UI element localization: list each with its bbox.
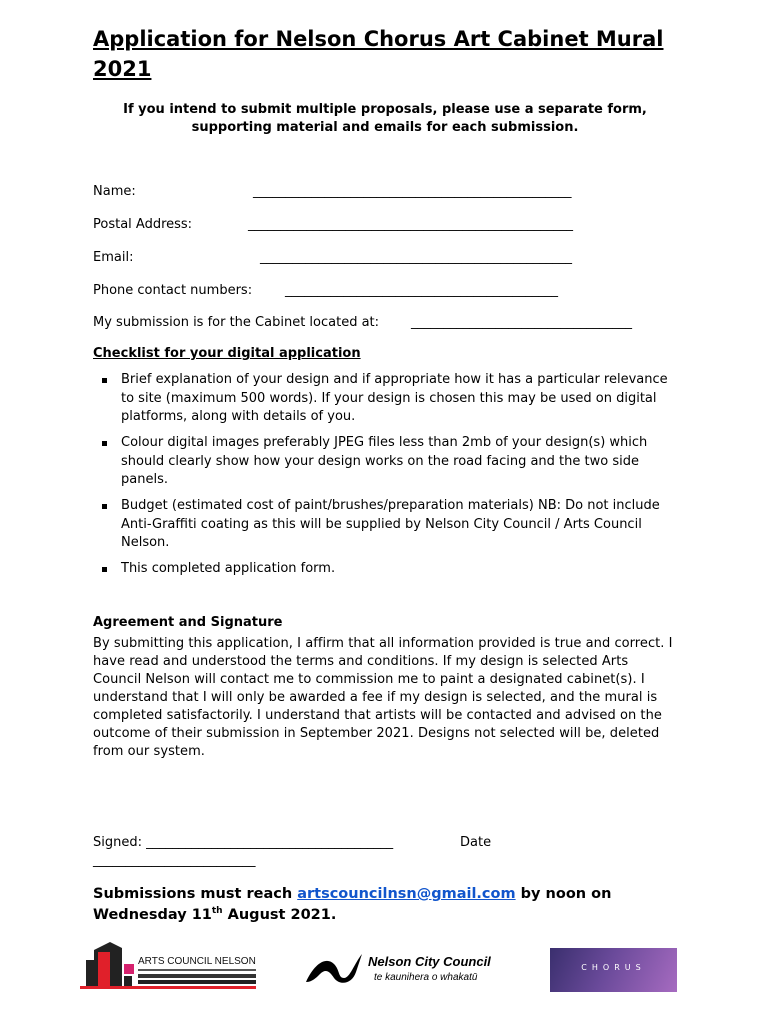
date-ordinal-suffix: th <box>211 906 223 916</box>
name-label: Name: <box>93 184 136 199</box>
checklist-heading: Checklist for your digital application <box>93 346 361 361</box>
bullet-icon <box>102 378 107 383</box>
submission-deadline <box>93 884 683 926</box>
date-line[interactable]: _________________________ <box>93 853 256 868</box>
checklist <box>93 371 683 586</box>
checklist-item-text: Budget (estimated cost of paint/brushes/preparation materials) NB: Do not include Anti-Graffiti coating as this will be supplied by Nelson City Council / Arts Council Nelson. <box>121 498 660 550</box>
ncc-name: Nelson City Council <box>368 954 491 969</box>
agreement-text: By submitting this application, I affirm that all information provided is true and correct. I have read and understood the terms and conditions. If my design is selected Arts Council Nelson will contact me to commission me to paint a designated cabinet(s). I understand that I will only be awarded a fee if my design is selected, and the mural is completed satisfactorily. I understand that artists will be contacted and advised on the outcome of their submission in September 2021. Designs not selected will be, deleted from our system. <box>93 636 673 759</box>
arts-council-nelson-logo <box>80 940 260 990</box>
name-line[interactable]: _________________________________________________ <box>253 184 572 199</box>
email-label: Email: <box>93 250 134 265</box>
intro-note: If you intend to submit multiple proposals, please use a separate form, supporting material and emails for each submission. <box>123 102 647 135</box>
chorus-wordmark: CHORUS <box>581 963 646 972</box>
submission-suffix: by noon on Wednesday 11 <box>93 886 612 923</box>
email-field[interactable] <box>93 249 613 266</box>
checklist-item-text: This completed application form. <box>121 561 336 576</box>
phone-field[interactable] <box>93 282 613 299</box>
checklist-item-text: Brief explanation of your design and if appropriate how it has a particular relevance to site (maximum 500 words). If your design is chosen this may be used on digital platforms, along with details of you. <box>121 372 668 424</box>
nelson-city-council-logo <box>304 948 504 988</box>
arts-council-nelson-wordmark: ARTS COUNCIL NELSON <box>138 956 256 967</box>
submission-end: August 2021. <box>222 907 337 923</box>
cabinet-location-field[interactable] <box>93 314 683 331</box>
signature-line[interactable]: Signed: ______________________________________ <box>93 835 394 850</box>
form-title: Application for Nelson Chorus Art Cabinet Mural 2021 <box>93 27 664 81</box>
checklist-item <box>93 560 683 579</box>
checklist-item <box>93 434 683 490</box>
bullet-icon <box>102 567 107 572</box>
date-label: Date <box>460 835 492 850</box>
chorus-logo <box>550 948 677 992</box>
checklist-item-text: Colour digital images preferably JPEG files less than 2mb of your design(s) which should clearly show how your design works on the road facing and the two side panels. <box>121 435 648 487</box>
cabinet-location-label: My submission is for the Cabinet located at: <box>93 315 380 330</box>
postal-address-label: Postal Address: <box>93 217 193 232</box>
postal-address-field[interactable] <box>93 216 613 233</box>
ncc-maori-name: te kaunihera o whakatū <box>374 972 478 983</box>
postal-address-line[interactable]: __________________________________________________ <box>248 217 573 232</box>
submission-email-link[interactable]: artscouncilnsn@gmail.com <box>297 886 516 902</box>
phone-label: Phone contact numbers: <box>93 283 253 298</box>
bullet-icon <box>102 441 107 446</box>
checklist-item <box>93 371 683 427</box>
cabinet-location-line[interactable]: __________________________________ <box>411 315 632 330</box>
checklist-item <box>93 497 683 553</box>
submission-prefix: Submissions must reach <box>93 886 298 902</box>
name-field[interactable] <box>93 183 613 200</box>
agreement-heading: Agreement and Signature <box>93 615 283 630</box>
bullet-icon <box>102 504 107 509</box>
phone-line[interactable]: __________________________________________ <box>285 283 558 298</box>
email-line[interactable]: ________________________________________________ <box>260 250 572 265</box>
